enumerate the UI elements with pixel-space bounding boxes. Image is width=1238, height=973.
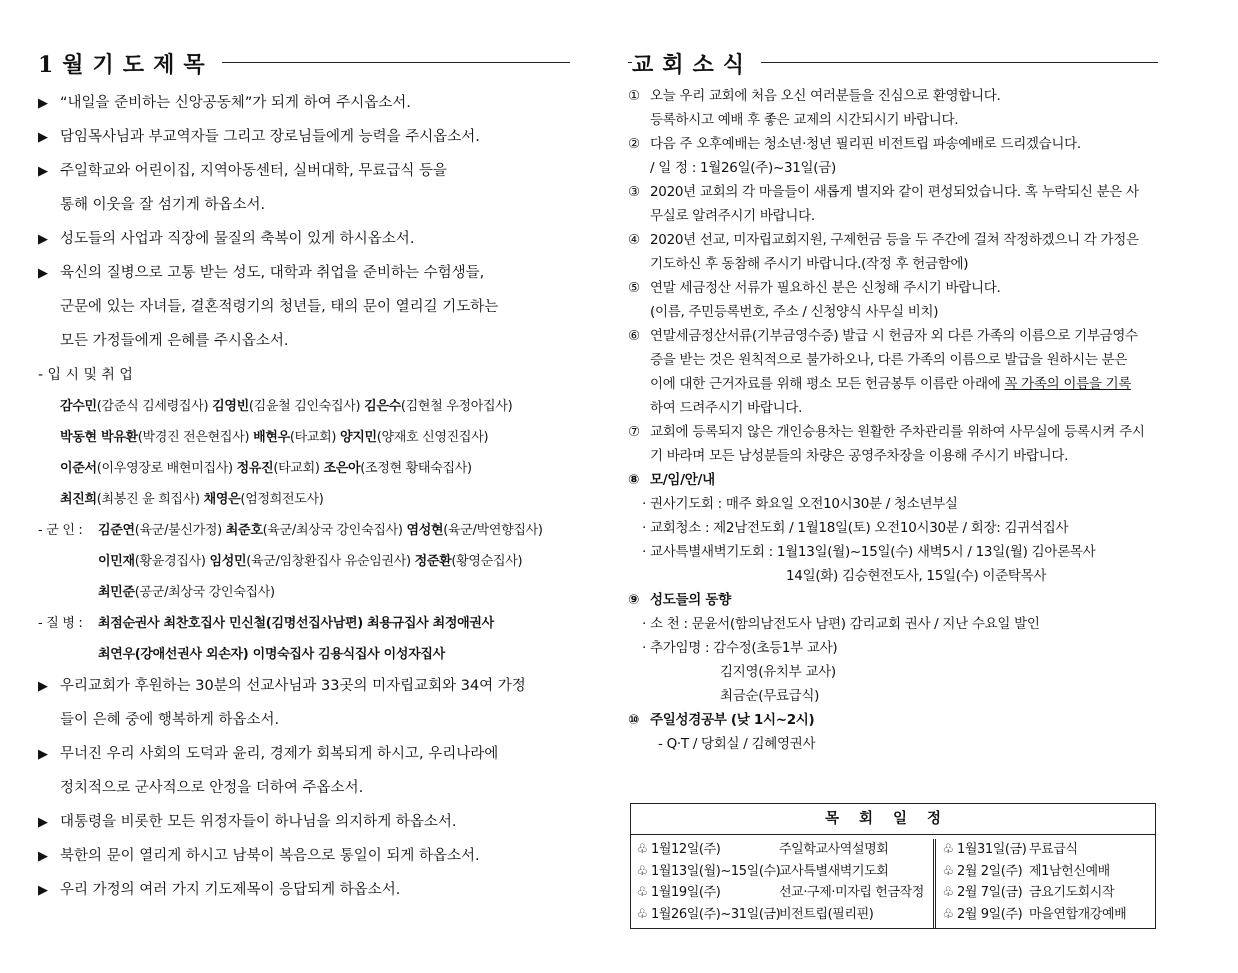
person-name: 최민준	[98, 585, 135, 600]
schedule-event: 마을연합개강예배	[1029, 906, 1127, 922]
person-name: 배현우	[253, 430, 290, 445]
illness-label: - 질 병 :	[38, 616, 83, 631]
person-name: 박동현 박유환	[60, 430, 138, 445]
schedule-date: 2월 7일(금)	[957, 885, 1023, 900]
admission-names	[38, 391, 566, 515]
military-line	[38, 577, 566, 608]
person-detail: (이우영장로 배현미집사)	[96, 461, 237, 476]
schedule-event: 비전트립(필리핀)	[779, 906, 874, 922]
person-name: 최연우(강애선권사 외손자) 이명숙집사 김용식집사 이성자집사	[98, 647, 445, 662]
meeting-line: · 권사기도회 : 매주 화요일 오전10시30분 / 청소년부실	[642, 496, 958, 512]
person-name: 감수민	[60, 399, 97, 414]
prayer-list-b	[38, 669, 566, 907]
prayer-item: ▶ 무너진 우리 사회의 도덕과 윤리, 경제가 회복되게 하시고, 우리나라에	[38, 737, 566, 771]
schedule-event: 선교·구제·미자립 헌금작정	[779, 885, 924, 900]
schedule-date: 1월12일(주)	[651, 842, 721, 857]
schedule-row	[631, 861, 933, 883]
schedule-date: 2월 2일(주)	[957, 863, 1023, 879]
news-item-cont: (이름, 주민등록번호, 주소 / 신청양식 사무실 비치)	[650, 304, 939, 320]
bullet-icon: ▶	[38, 849, 48, 864]
person-name: 이준서	[60, 461, 97, 476]
clover-icon: ♧	[942, 842, 954, 857]
church-news-title: 교회소식	[632, 48, 761, 79]
person-detail: (김현철 우정아집사)	[400, 399, 513, 414]
news-item: ⑥ 연말세금정산서류(기부금영수증) 발급 시 헌금자 외 다른 가족의 이름으로 기부금영수	[628, 328, 1138, 344]
prayer-names-block	[38, 360, 566, 670]
member-news-line: · 소 천 : 문윤서(함의남전도사 남편) 감리교회 권사 / 지난 수요일 발인	[642, 616, 1040, 632]
schedule-right-list	[937, 839, 1155, 928]
bible-study-line: - Q·T / 당회실 / 김혜영권사	[658, 736, 816, 752]
military-line	[38, 546, 566, 577]
news-item: ⑨ 성도들의 동향	[628, 592, 731, 608]
prayer-item-cont: 들이 은혜 중에 행복하게 하옵소서.	[60, 712, 280, 728]
bullet-icon: ▶	[38, 883, 48, 898]
person-name: 조은아	[323, 461, 361, 476]
news-item: ⑩ 주일성경공부 (낮 1시~2시)	[628, 712, 815, 728]
schedule-row	[631, 839, 933, 861]
news-item-cont: 증을 받는 것은 원칙적으로 불가하오나, 다른 가족의 이름으로 발급을 원하시는 분은	[650, 352, 1128, 368]
member-news-line: 김지영(유치부 교사)	[720, 664, 836, 680]
admission-line	[38, 453, 566, 484]
person-name: 최점순권사 최찬호집사 민신철(김명선집사남편) 최용규집사 최정애권사	[98, 616, 494, 631]
schedule-body	[631, 839, 1155, 928]
prayer-list-a	[38, 86, 566, 358]
person-detail: (육군/불신가정)	[134, 523, 226, 538]
person-name: 정유진	[236, 461, 274, 476]
prayer-item: ▶ 육신의 질병으로 고통 받는 성도, 대학과 취업을 준비하는 수험생들,	[38, 256, 566, 290]
news-item: ② 다음 주 오후예배는 청소년·청년 필리핀 비전트립 파송예배로 드리겠습니다.	[628, 136, 1081, 152]
person-name: 김준연	[98, 523, 135, 538]
clover-icon: ♧	[636, 906, 648, 922]
illness-line	[38, 639, 566, 670]
schedule-event: 주일학교사역설명회	[779, 842, 889, 857]
clover-icon: ♧	[636, 885, 648, 900]
clover-icon: ♧	[636, 863, 648, 879]
person-detail: (육군/최상국 강인숙집사)	[262, 523, 407, 538]
prayer-topics-header	[38, 44, 566, 78]
news-list	[628, 84, 1158, 756]
person-detail: (황영순집사)	[451, 554, 523, 569]
illness-line	[38, 608, 566, 639]
person-detail: (김윤철 김인숙집사)	[248, 399, 365, 414]
clover-icon: ♧	[942, 885, 954, 900]
schedule-event: 무료급식	[1029, 842, 1078, 857]
military-line	[38, 515, 566, 546]
person-detail: (엄정희전도사)	[240, 492, 324, 507]
prayer-item-cont: 모든 가정들에게 은혜를 주시옵소서.	[60, 333, 289, 349]
person-name: 정준환	[414, 554, 452, 569]
news-item-cont: 무실로 알려주시기 바랍니다.	[650, 208, 815, 224]
schedule-row	[937, 904, 1155, 926]
person-detail: (타교회)	[289, 430, 340, 445]
schedule-date: 2월 9일(주)	[957, 906, 1023, 922]
meeting-line: 14일(화) 김승현전도사, 15일(수) 이준탁목사	[786, 568, 1047, 584]
prayer-item: ▶ 담임목사님과 부교역자들 그리고 장로님들에게 능력을 주시옵소서.	[38, 120, 566, 154]
person-name: 이민재	[98, 554, 135, 569]
admission-line	[38, 391, 566, 422]
schedule-date: 1월13일(월)~15일(수)	[651, 863, 781, 879]
person-detail: (육군/박연향집사)	[443, 523, 543, 538]
bullet-icon: ▶	[38, 679, 48, 694]
admission-line	[38, 484, 566, 515]
prayer-item: ▶ 우리교회가 후원하는 30분의 선교사님과 33곳의 미자립교회와 34여 가정	[38, 669, 566, 703]
news-item-cont: 등록하시고 예배 후 좋은 교제의 시간되시기 바랍니다.	[650, 112, 959, 128]
prayer-item: ▶ 성도들의 사업과 직장에 물질의 축복이 있게 하시옵소서.	[38, 222, 566, 256]
schedule-event: 교사특별새벽기도회	[779, 863, 889, 879]
meeting-line: · 교사특별새벽기도회 : 1월13일(월)~15일(수) 새벽5시 / 13일(월) 김아론목사	[642, 544, 1096, 560]
schedule-row	[631, 904, 933, 926]
bullet-icon: ▶	[38, 96, 48, 111]
person-detail: (양재호 신영진집사)	[376, 430, 489, 445]
person-detail: (감준식 김세령집사)	[96, 399, 213, 414]
person-detail: (육군/임창환집사 유순임권사)	[246, 554, 415, 569]
schedule-title: 목회일정	[631, 804, 1155, 835]
admission-line	[38, 422, 566, 453]
news-item: ④ 2020년 선교, 미자립교회지원, 구제헌금 등을 두 주간에 걸쳐 작정하겠으니 각 가정은	[628, 232, 1139, 248]
prayer-item: ▶ 대통령을 비롯한 모든 위정자들이 하나님을 의지하게 하옵소서.	[38, 805, 566, 839]
meeting-line: · 교회청소 : 제2남전도회 / 1월18일(토) 오전10시30분 / 회장: 김귀석집사	[642, 520, 1069, 536]
person-detail: (박경진 전은현집사)	[137, 430, 254, 445]
schedule-date: 1월26일(주)~31일(금)	[651, 906, 781, 922]
news-item: ⑦ 교회에 등록되지 않은 개인승용차는 원활한 주차관리를 위하여 사무실에 등록시켜 주시	[628, 424, 1145, 440]
church-news-header	[628, 44, 1158, 78]
prayer-item: ▶ 북한의 문이 열리게 하시고 남북이 복음으로 통일이 되게 하옵소서.	[38, 839, 566, 873]
prayer-item-cont: 군문에 있는 자녀들, 결혼적령기의 청년들, 태의 문이 열리길 기도하는	[60, 299, 499, 315]
person-detail: (황윤경집사)	[134, 554, 210, 569]
pastoral-schedule-box	[630, 803, 1156, 929]
person-name: 염성현	[406, 523, 444, 538]
news-item-cont: 기 바라며 모든 남성분들의 차량은 공영주차장을 이용해 주시기 바랍니다.	[650, 448, 1069, 464]
schedule-left-list	[631, 839, 936, 928]
member-news-line: · 추가임명 : 감수정(초등1부 교사)	[642, 640, 838, 656]
clover-icon: ♧	[942, 863, 954, 879]
bullet-icon: ▶	[38, 815, 48, 830]
schedule-date: 1월19일(주)	[651, 885, 721, 900]
person-name: 채영은	[203, 492, 241, 507]
person-name: 양지민	[340, 430, 377, 445]
schedule-event: 금요기도회시작	[1029, 885, 1115, 900]
prayer-item: ▶ “내일을 준비하는 신앙공동체”가 되게 하여 주시옵소서.	[38, 86, 566, 120]
news-item-cont: 하여 드려주시기 바랍니다.	[650, 400, 803, 416]
member-news-line: 최금순(무료급식)	[720, 688, 820, 704]
news-item: ① 오늘 우리 교회에 처음 오신 여러분들을 진심으로 환영합니다.	[628, 88, 1001, 104]
schedule-row	[631, 882, 933, 904]
schedule-date: 1월31일(금)	[957, 842, 1027, 857]
prayer-item-cont: 통해 이웃을 잘 섬기게 하옵소서.	[60, 197, 266, 213]
prayer-topics-title: 1월기도제목	[38, 48, 222, 79]
person-detail: (조정현 황태숙집사)	[360, 461, 472, 476]
underlined-note: 꼭 가족의 이름을 기록	[1004, 376, 1132, 392]
military-label: - 군 인 :	[38, 523, 83, 538]
bullet-icon: ▶	[38, 747, 48, 762]
person-detail: (최봉진 윤 희집사)	[96, 492, 204, 507]
admission-heading: - 입 시 및 취 업	[38, 367, 133, 383]
person-detail: (타교회)	[273, 461, 324, 476]
schedule-row	[937, 861, 1155, 883]
person-name: 김영빈	[212, 399, 249, 414]
person-name: 김은수	[364, 399, 401, 414]
schedule-event: 제1남헌신예배	[1029, 863, 1110, 879]
person-name: 최진희	[60, 492, 97, 507]
prayer-item: ▶ 주일학교와 어린이집, 지역아동센터, 실버대학, 무료급식 등을	[38, 154, 566, 188]
news-item-cont: / 일 정 : 1월26일(주)~31일(금)	[650, 160, 836, 176]
bullet-icon: ▶	[38, 266, 48, 281]
bullet-icon: ▶	[38, 130, 48, 145]
news-item-cont: 이에 대한 근거자료를 위해 평소 모든 헌금봉투 이름란 아래에 꼭 가족의 이름을 기록	[650, 376, 1132, 392]
news-item-cont: 기도하신 후 동참해 주시기 바랍니다.(작정 후 헌금함에)	[650, 256, 969, 272]
bullet-icon: ▶	[38, 164, 48, 179]
prayer-item-cont: 정치적으로 군사적으로 안정을 더하여 주옵소서.	[60, 780, 364, 796]
clover-icon: ♧	[636, 842, 648, 857]
bullet-icon: ▶	[38, 232, 48, 247]
news-item: ⑧ 모/임/안/내	[628, 472, 715, 488]
clover-icon: ♧	[942, 906, 954, 922]
prayer-item: ▶ 우리 가정의 여러 가지 기도제목이 응답되게 하옵소서.	[38, 873, 566, 907]
news-item: ⑤ 연말 세금정산 서류가 필요하신 분은 신청해 주시기 바랍니다.	[628, 280, 1001, 296]
schedule-row	[937, 839, 1155, 861]
news-item: ③ 2020년 교회의 각 마을들이 새롭게 별지와 같이 편성되었습니다. 혹 누락되신 분은 사	[628, 184, 1139, 200]
schedule-row	[937, 882, 1155, 904]
person-name: 임성민	[209, 554, 247, 569]
person-name: 최준호	[225, 523, 263, 538]
person-detail: (공군/최상국 강인숙집사)	[134, 585, 275, 600]
